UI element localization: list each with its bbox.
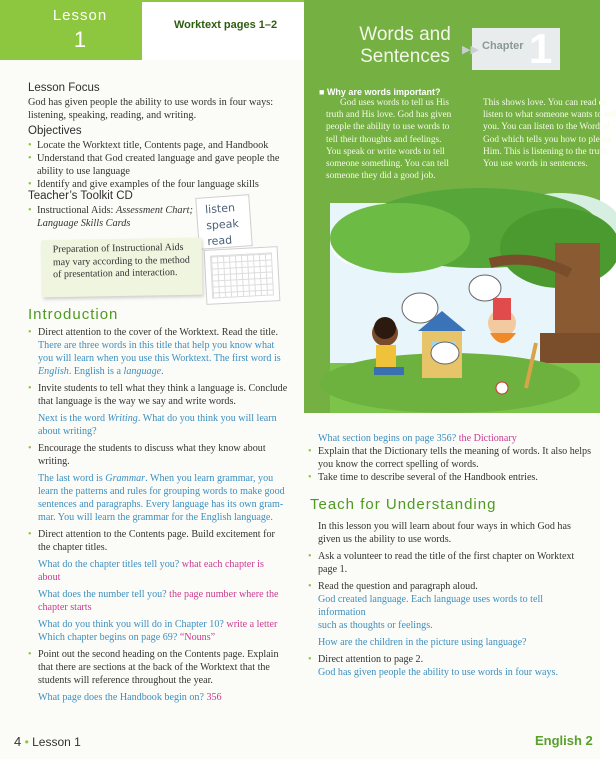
footer-separator: •	[24, 735, 29, 749]
question-line: What do you think you will do in Chapter 10? write a letter	[38, 619, 278, 630]
list-item: students will reference throughout the year.	[38, 675, 213, 686]
toolkit-heading: Teacher’s Toolkit CD	[28, 190, 133, 202]
answer-line: chapter starts	[38, 602, 92, 613]
list-item: the chapter titles.	[38, 542, 108, 553]
question-line: How are the children in the picture using language?	[318, 637, 527, 648]
lesson-label: Lesson	[52, 7, 108, 24]
question-line: God has given people the ability to use words in four ways.	[318, 667, 558, 678]
introduction-list	[28, 326, 298, 704]
list-item: • Understand that God created language and gave people the ability to use language	[28, 152, 290, 178]
question-line: What does the number tell you? the page number where the	[38, 589, 279, 600]
question-line: There are three words in this title that help you know what	[38, 340, 275, 351]
list-item: • Invite students to tell what they think a language is. Conclude	[28, 382, 298, 395]
teach-list	[308, 520, 593, 679]
list-item: • Direct attention to the Contents page. Build excitement for	[28, 528, 298, 541]
language-skills-card: listen speak read	[195, 194, 252, 250]
question-line: mar. You will learn the grammar for the English language.	[38, 512, 273, 523]
list-item: • Explain that the Dictionary tells the meaning of words. It also helps	[308, 445, 593, 458]
why-words-col2: This shows love. You can read or listen to what someone wants to tell you. You can listen to the Word of God which tells you how to please Him. This is listening to the truth. You use words in sentences.	[483, 98, 616, 170]
question-line: What section begins on page 356? the Dictionary	[318, 433, 517, 444]
list-item: you know the correct spelling of words.	[318, 459, 479, 470]
teach-heading: Teach for Understanding	[310, 496, 497, 513]
list-item: • Direct attention to page 2.	[308, 653, 593, 666]
lesson-focus-heading: Lesson Focus	[28, 82, 100, 94]
page-footer	[14, 734, 81, 749]
question-line: God created language. Each language uses words to tell information	[318, 594, 544, 618]
list-item: • Identify and give examples of the four language skills	[28, 178, 290, 191]
question-line: English. English is a language.	[38, 366, 164, 377]
footer-lesson: Lesson 1	[32, 735, 81, 749]
list-item: • Read the question and paragraph aloud.	[308, 580, 593, 593]
question-line: such as thoughts or feelings.	[318, 620, 433, 631]
question-line: Next is the word Writing. What do you think you will learn	[38, 413, 277, 424]
question-line: Which chapter begins on page 69? “Nouns”	[38, 632, 216, 643]
question-line: learn the patterns and rules for grouping words to make good	[38, 486, 285, 497]
lesson-number: 1	[73, 27, 87, 52]
question-line: sentences and paragraphs. Every language has its own gram-	[38, 499, 284, 510]
list-item: • Instructional Aids: Assessment Chart; Language Skills Cards	[28, 204, 193, 230]
chapter-title: Words and Sentences	[359, 24, 451, 67]
children-illustration	[330, 203, 600, 413]
chapter-number: 1	[529, 25, 553, 72]
objectives-heading: Objectives	[28, 125, 82, 137]
question-line: you will learn when you use this Worktext. The first word is	[38, 353, 281, 364]
worktext-pages: Worktext pages 1–2	[174, 19, 278, 31]
preparation-note: Preparation of Instructional Aids may vary according to the method of presentation and interaction.	[42, 238, 203, 298]
answer-line: about	[38, 572, 61, 583]
list-item: that language is the way we say and write words.	[38, 396, 236, 407]
list-item: • Locate the Worktext title, Contents page, and Handbook	[28, 139, 290, 152]
list-item: • Encourage the students to discuss what they know about	[28, 442, 298, 455]
list-item: that there are sections at the back of the Worktext that the	[38, 662, 270, 673]
assessment-chart-thumbnail	[204, 246, 281, 305]
list-item: given us the ability to use words.	[318, 534, 452, 545]
chapter-label: Chapter	[482, 40, 524, 52]
question-line: The last word is Grammar. When you learn grammar, you	[38, 473, 274, 484]
list-item: writing.	[38, 456, 70, 467]
why-words-col1: God uses words to tell us His truth and His love. God has given people the ability to use words to tell their thoughts and feelings. You speak or write words to tell someone something. You can tell someone they did a good job.	[326, 98, 452, 182]
question-line: What page does the Handbook begin on? 356	[38, 692, 222, 703]
question-line: What do the chapter titles tell you? what each chapter is	[38, 559, 264, 570]
question-line: about writing?	[38, 426, 97, 437]
objectives-list	[28, 139, 290, 191]
list-item: • Point out the second heading on the Contents page. Explain	[28, 648, 298, 661]
list-item: In this lesson you will learn about four ways in which God has	[318, 521, 571, 532]
why-words-heading: ■ Why are words important?	[319, 87, 441, 97]
page-number: 4	[14, 734, 22, 749]
handbook-list	[308, 432, 593, 484]
lesson-focus-text: God has given people the ability to use words in four ways: listening, speaking, reading, and writing.	[28, 97, 274, 121]
chevron-right-icon: ▶▶	[462, 43, 479, 56]
book-title: English 2	[535, 733, 593, 748]
list-item: • Direct attention to the cover of the Worktext. Read the title.	[28, 326, 298, 339]
introduction-heading: Introduction	[28, 306, 119, 323]
list-item: • Ask a volunteer to read the title of the first chapter on Worktext page 1.	[308, 550, 593, 576]
list-item: • Take time to describe several of the Handbook entries.	[308, 471, 593, 484]
tree-children-picture	[330, 203, 600, 413]
toolkit-list	[28, 204, 193, 230]
